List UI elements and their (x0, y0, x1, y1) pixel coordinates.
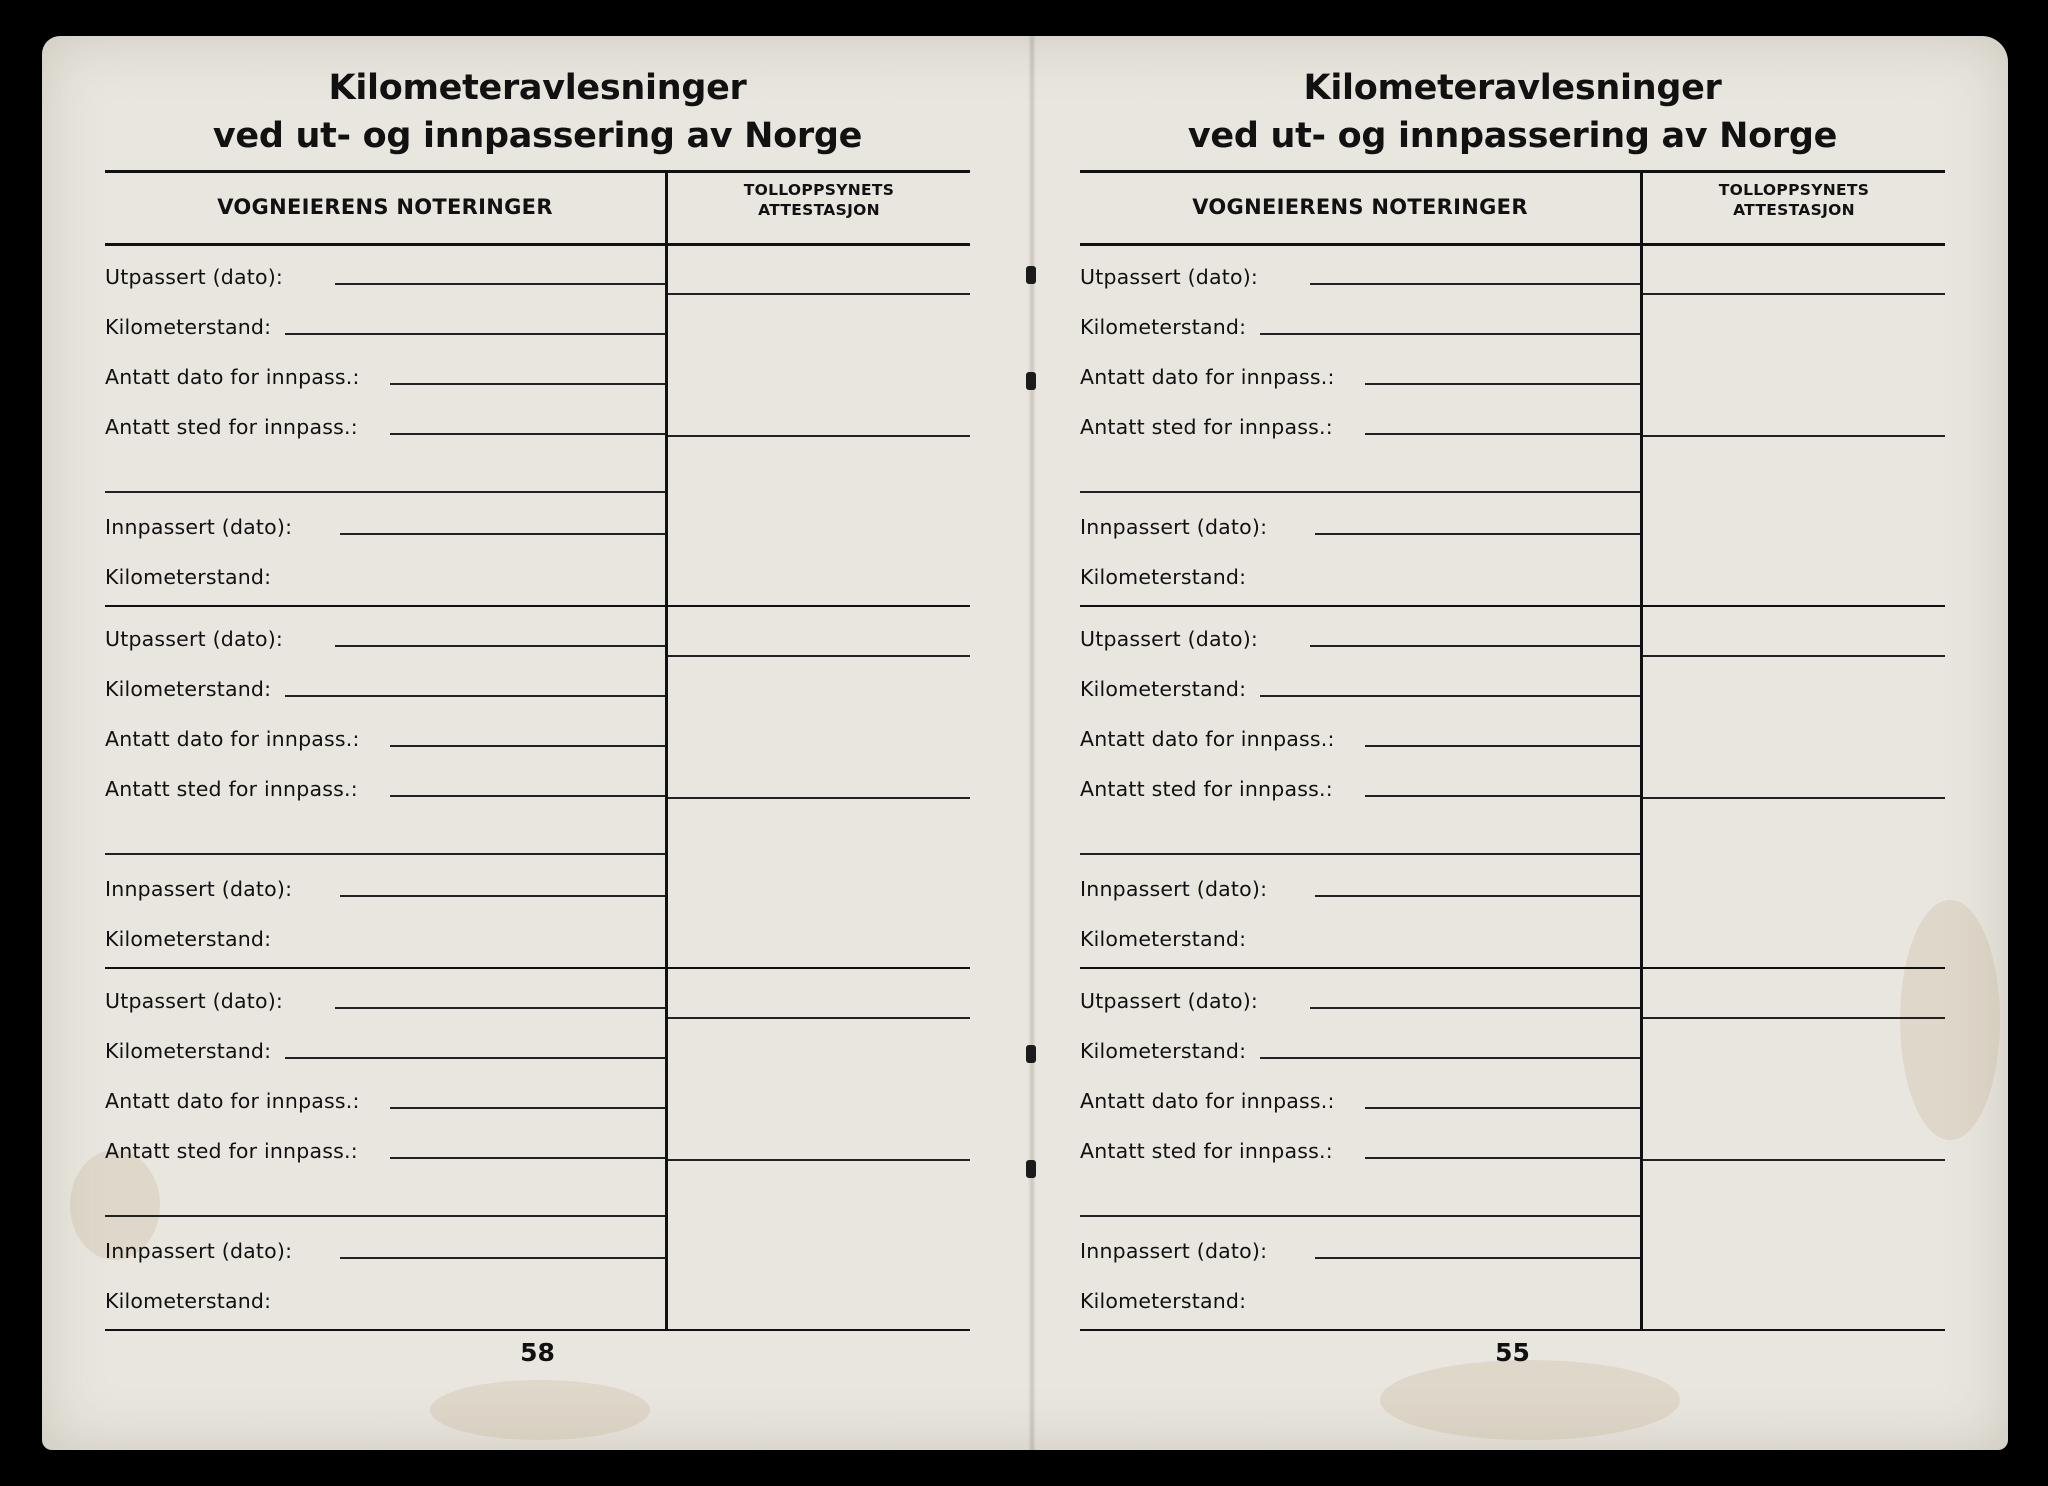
fill-in-line (390, 1107, 665, 1109)
page-right (1080, 60, 1945, 1390)
block-rule (1080, 1329, 1945, 1331)
field-label: Antatt dato for innpass.: (105, 1089, 360, 1113)
fill-in-line (1310, 283, 1640, 285)
field-label: Kilometerstand: (1080, 565, 1247, 589)
fill-in-line (390, 795, 665, 797)
field-label: Kilometerstand: (105, 677, 272, 701)
customs-header-line-2: ATTESTASJON (758, 201, 880, 219)
expected-date-field (1080, 353, 1640, 393)
blank-line (105, 853, 665, 855)
fill-in-line (285, 333, 665, 335)
fill-in-line (1365, 1107, 1640, 1109)
out-date-field (1080, 615, 1640, 655)
fill-in-line (340, 895, 665, 897)
customs-header-line-2: ATTESTASJON (1733, 201, 1855, 219)
field-label: Antatt sted for innpass.: (1080, 1139, 1333, 1163)
field-label: Kilometerstand: (1080, 1289, 1247, 1313)
block-rule (1080, 967, 1945, 969)
attestation-line (1643, 435, 1945, 437)
odometer-field (1080, 303, 1640, 343)
fill-in-line (1260, 1057, 1640, 1059)
fill-in-line (1260, 333, 1640, 335)
fill-in-line (1315, 533, 1640, 535)
field-label: Antatt sted for innpass.: (105, 415, 358, 439)
field-label: Innpassert (dato): (105, 515, 293, 539)
field-label: Kilometerstand: (105, 565, 272, 589)
fill-in-line (1365, 1157, 1640, 1159)
title-line-1: Kilometeravlesninger (1303, 68, 1722, 108)
expected-date-field (1080, 1077, 1640, 1117)
attestation-line (1643, 1159, 1945, 1161)
fill-in-line (390, 1157, 665, 1159)
odometer-field (105, 1027, 665, 1067)
fill-in-line (285, 1057, 665, 1059)
owner-notes-header: VOGNEIERENS NOTERINGER (1192, 195, 1528, 219)
fill-in-line (390, 745, 665, 747)
field-label: Kilometerstand: (1080, 315, 1247, 339)
field-label: Antatt sted for innpass.: (1080, 415, 1333, 439)
header-bottom-rule (1080, 243, 1945, 246)
blank-line (105, 491, 665, 493)
field-label: Utpassert (dato): (1080, 989, 1259, 1013)
fill-in-line (335, 1007, 665, 1009)
column-divider (665, 172, 668, 1330)
owner-notes-header: VOGNEIERENS NOTERINGER (217, 195, 553, 219)
column-divider (1640, 172, 1643, 1330)
odometer-field (1080, 665, 1640, 705)
fill-in-line (1310, 1007, 1640, 1009)
block-rule (1080, 605, 1945, 607)
fill-in-line (1365, 745, 1640, 747)
fill-in-line (1315, 1257, 1640, 1259)
field-label: Antatt dato for innpass.: (1080, 727, 1335, 751)
fill-in-line (1365, 795, 1640, 797)
page-number: 55 (1495, 1338, 1530, 1367)
in-date-field (105, 865, 665, 905)
field-label: Kilometerstand: (1080, 677, 1247, 701)
attestation-line (668, 293, 970, 295)
blank-line (1080, 853, 1640, 855)
header-top-rule (1080, 170, 1945, 173)
out-date-field (1080, 253, 1640, 293)
block-rule (105, 1329, 970, 1331)
expected-place-field (1080, 1127, 1640, 1167)
page-title (1080, 64, 1945, 160)
attestation-line (668, 797, 970, 799)
odometer-field (1080, 915, 1640, 955)
field-label: Innpassert (dato): (1080, 877, 1268, 901)
staple-hole (1026, 1045, 1036, 1063)
field-label: Antatt dato for innpass.: (1080, 1089, 1335, 1113)
field-label: Antatt sted for innpass.: (105, 1139, 358, 1163)
attestation-line (1643, 655, 1945, 657)
field-label: Kilometerstand: (105, 1289, 272, 1313)
field-label: Kilometerstand: (1080, 1039, 1247, 1063)
page-left (105, 60, 970, 1390)
fill-in-line (1310, 645, 1640, 647)
field-label: Utpassert (dato): (105, 627, 284, 651)
odometer-field (105, 915, 665, 955)
staple-hole (1026, 372, 1036, 390)
field-label: Utpassert (dato): (1080, 627, 1259, 651)
header-top-rule (105, 170, 970, 173)
in-date-field (1080, 1227, 1640, 1267)
staple-hole (1026, 266, 1036, 284)
odometer-field (105, 665, 665, 705)
fill-in-line (390, 383, 665, 385)
odometer-field (105, 1277, 665, 1317)
fill-in-line (390, 433, 665, 435)
title-line-2: ved ut- og innpassering av Norge (1187, 116, 1838, 156)
expected-date-field (1080, 715, 1640, 755)
blank-line (1080, 1215, 1640, 1217)
field-label: Antatt dato for innpass.: (105, 365, 360, 389)
block-rule (105, 967, 970, 969)
field-label: Antatt sted for innpass.: (1080, 777, 1333, 801)
odometer-field (1080, 553, 1640, 593)
title-line-1: Kilometeravlesninger (328, 68, 747, 108)
customs-header-line-1: TOLLOPPSYNETS (1718, 181, 1870, 199)
attestation-line (668, 1017, 970, 1019)
blank-line (1080, 491, 1640, 493)
fill-in-line (340, 533, 665, 535)
out-date-field (105, 615, 665, 655)
odometer-field (1080, 1027, 1640, 1067)
expected-place-field (1080, 403, 1640, 443)
customs-attestation-header (668, 180, 970, 220)
field-label: Kilometerstand: (1080, 927, 1247, 951)
field-label: Utpassert (dato): (1080, 265, 1259, 289)
field-label: Innpassert (dato): (105, 877, 293, 901)
odometer-field (105, 553, 665, 593)
fill-in-line (335, 283, 665, 285)
fill-in-line (1365, 433, 1640, 435)
expected-place-field (1080, 765, 1640, 805)
fill-in-line (1315, 895, 1640, 897)
in-date-field (105, 1227, 665, 1267)
field-label: Utpassert (dato): (105, 265, 284, 289)
in-date-field (1080, 865, 1640, 905)
center-fold (1028, 36, 1036, 1450)
odometer-field (105, 303, 665, 343)
customs-header-line-1: TOLLOPPSYNETS (743, 181, 895, 199)
title-line-2: ved ut- og innpassering av Norge (212, 116, 863, 156)
field-label: Antatt sted for innpass.: (105, 777, 358, 801)
expected-place-field (105, 403, 665, 443)
attestation-line (668, 435, 970, 437)
fill-in-line (285, 695, 665, 697)
field-label: Utpassert (dato): (105, 989, 284, 1013)
field-label: Kilometerstand: (105, 315, 272, 339)
odometer-field (1080, 1277, 1640, 1317)
expected-place-field (105, 1127, 665, 1167)
field-label: Kilometerstand: (105, 1039, 272, 1063)
field-label: Antatt dato for innpass.: (105, 727, 360, 751)
in-date-field (105, 503, 665, 543)
attestation-line (1643, 797, 1945, 799)
fill-in-line (340, 1257, 665, 1259)
out-date-field (105, 977, 665, 1017)
expected-date-field (105, 1077, 665, 1117)
expected-date-field (105, 353, 665, 393)
fill-in-line (1260, 695, 1640, 697)
fill-in-line (335, 645, 665, 647)
in-date-field (1080, 503, 1640, 543)
field-label: Innpassert (dato): (105, 1239, 293, 1263)
field-label: Innpassert (dato): (1080, 515, 1268, 539)
attestation-line (1643, 293, 1945, 295)
customs-attestation-header (1643, 180, 1945, 220)
page-number: 58 (520, 1338, 555, 1367)
attestation-line (668, 655, 970, 657)
expected-place-field (105, 765, 665, 805)
attestation-line (668, 1159, 970, 1161)
field-label: Kilometerstand: (105, 927, 272, 951)
staple-hole (1026, 1160, 1036, 1178)
field-label: Antatt dato for innpass.: (1080, 365, 1335, 389)
header-bottom-rule (105, 243, 970, 246)
page-title (105, 64, 970, 160)
expected-date-field (105, 715, 665, 755)
out-date-field (1080, 977, 1640, 1017)
block-rule (105, 605, 970, 607)
out-date-field (105, 253, 665, 293)
blank-line (105, 1215, 665, 1217)
field-label: Innpassert (dato): (1080, 1239, 1268, 1263)
fill-in-line (1365, 383, 1640, 385)
attestation-line (1643, 1017, 1945, 1019)
